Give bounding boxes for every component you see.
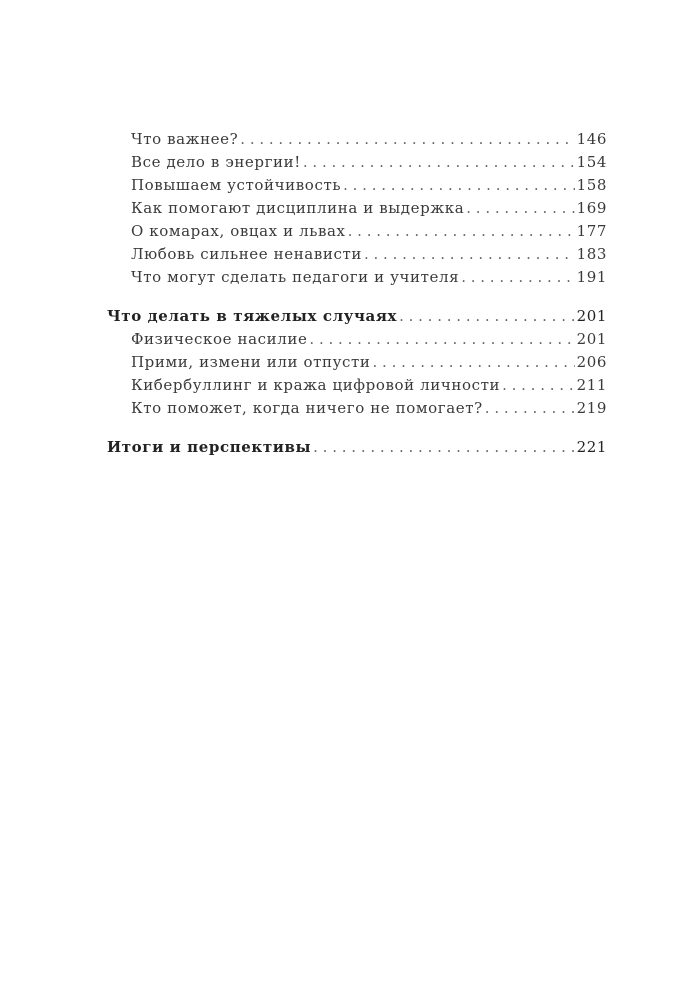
dot-leader (364, 243, 575, 266)
toc-entry: Физическое насилие . . . 201 (107, 328, 607, 351)
dot-leader (343, 174, 574, 197)
toc-entry: О комарах, овцах и львах . . . 177 (107, 220, 607, 243)
toc-section-heading: Что делать в тяжелых случаях . . . 201 (107, 305, 607, 328)
dot-leader (313, 436, 574, 459)
toc-entry: Кто поможет, когда ничего не помогает? . . . 219 (107, 397, 607, 420)
toc-entry: Прими, измени или отпусти . . . 206 (107, 351, 607, 374)
dot-leader (309, 328, 574, 351)
dot-leader (461, 266, 574, 289)
toc-entry: Как помогают дисциплина и выдержка . . . 169 (107, 197, 607, 220)
dot-leader (240, 128, 574, 151)
toc-entry: Что могут сделать педагоги и учителя . . . 191 (107, 266, 607, 289)
toc-entry: Все дело в энергии! . . . 154 (107, 151, 607, 174)
dot-leader (373, 351, 575, 374)
dot-leader (466, 197, 574, 220)
toc-entry: Кибербуллинг и кража цифровой личности . . . 211 (107, 374, 607, 397)
toc-section-heading: Итоги и перспективы . . . 221 (107, 436, 607, 459)
dot-leader (348, 220, 575, 243)
dot-leader (303, 151, 575, 174)
toc-entry: Повышаем устойчивость . . . 158 (107, 174, 607, 197)
dot-leader (399, 305, 574, 328)
dot-leader (485, 397, 575, 420)
dot-leader (502, 374, 574, 397)
table-of-contents (107, 128, 607, 459)
toc-entry: Любовь сильнее ненависти . . . 183 (107, 243, 607, 266)
toc-entry: Что важнее? . . . 146 (107, 128, 607, 151)
